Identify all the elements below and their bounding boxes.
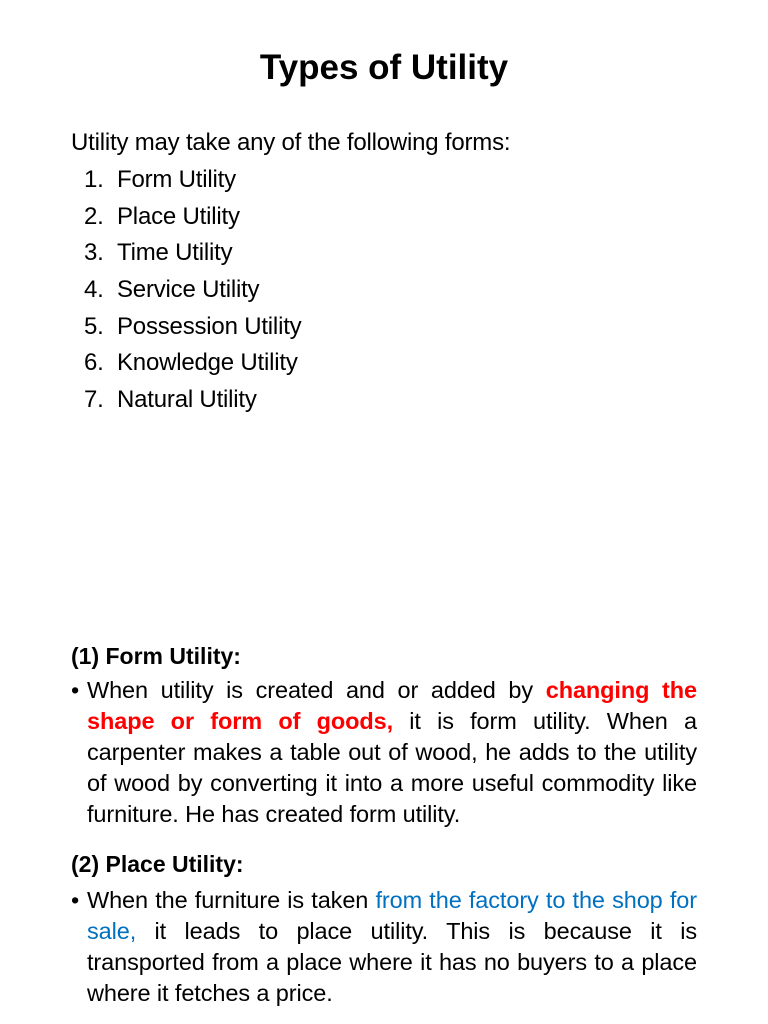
list-number: 1. [84, 166, 104, 193]
form-utility-heading: (1) Form Utility: [71, 643, 241, 669]
list-item [84, 382, 301, 419]
list-label: Time Utility [117, 239, 233, 267]
list-number: 4. [84, 276, 104, 304]
bullet-icon: • [71, 887, 80, 913]
bullet-icon: • [71, 677, 80, 703]
list-number: 6. [84, 349, 104, 377]
form-utility-bullet [71, 675, 697, 830]
list-label: Possession Utility [117, 312, 302, 340]
list-number: 2. [84, 202, 104, 230]
list-label: Form Utility [117, 166, 236, 193]
list-number: 3. [84, 239, 104, 267]
list-item [84, 235, 301, 272]
highlight-text: changing the shape or form of goods, [87, 677, 697, 734]
text-segment: When the furniture is taken [87, 887, 376, 913]
list-number: 7. [84, 386, 104, 414]
text-segment: it leads to place utility. This is because it is transported from a place where it has no buyers to a place where it fetches a price. [87, 918, 697, 1006]
text-segment: it is form utility. When a carpenter makes a table out of wood, he adds to the utility of wood by converting it into a more useful commodity like furniture. He has created form utility. [87, 708, 697, 827]
list-label: Knowledge Utility [117, 349, 298, 377]
place-utility-heading: (2) Place Utility: [71, 851, 244, 877]
page-title: Types of Utility [259, 48, 509, 87]
list-label: Place Utility [117, 202, 240, 230]
intro-text: Utility may take any of the following forms: [71, 129, 511, 156]
place-utility-bullet [71, 885, 697, 1009]
list-number: 5. [84, 312, 104, 340]
place-utility-text [87, 885, 697, 1009]
highlight-text: from the factory to the shop for sale, [87, 887, 697, 944]
list-item [84, 272, 301, 309]
form-utility-text [87, 675, 697, 830]
forms-list [84, 162, 301, 419]
list-item [84, 199, 301, 236]
list-label: Natural Utility [117, 386, 257, 414]
list-label: Service Utility [117, 276, 260, 304]
list-item [84, 162, 301, 199]
text-segment: When utility is created and or added by [87, 677, 546, 703]
list-item [84, 345, 301, 382]
list-item [84, 309, 301, 346]
